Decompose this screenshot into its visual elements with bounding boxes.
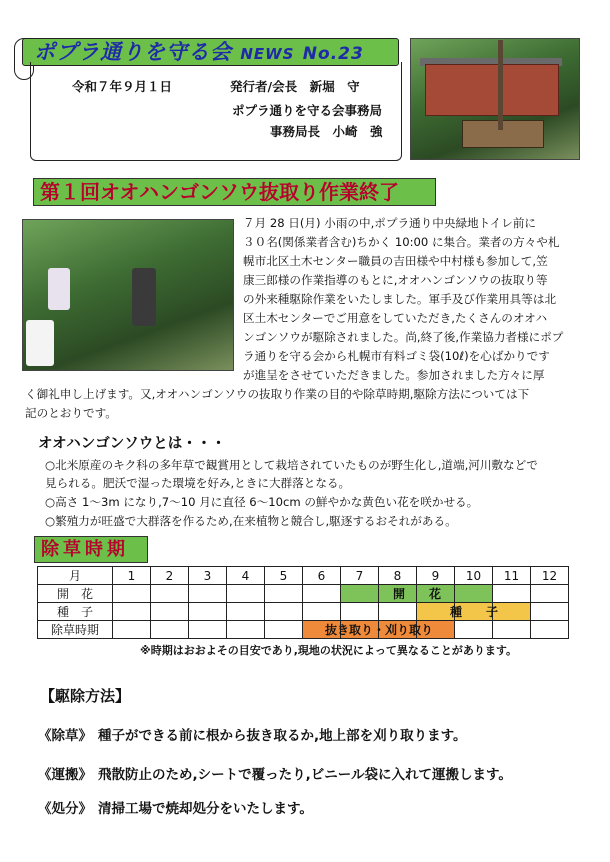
- article-line: ７月 28 日(月) 小雨の中,ポプラ通り中央緑地トイレ前に: [243, 216, 537, 230]
- worker-figure: [132, 268, 156, 326]
- worker-figure: [26, 320, 54, 366]
- article-line: 康三郎様の作業指導のもとに,オオハンゴンソウの抜取り等: [243, 273, 548, 287]
- worker-figure: [48, 268, 70, 310]
- method-label: 《運搬》: [38, 767, 92, 783]
- article-title: 第１回オオハンゴンソウ抜取り作業終了: [33, 178, 436, 206]
- newsletter-title: [34, 36, 364, 66]
- issue-date: 令和７年９月１日: [72, 79, 173, 94]
- method-label: 《処分》: [38, 801, 92, 817]
- article-line: ３０名(関係業者含む)ちかく 10:00 に集合。業者の方々や札: [243, 235, 560, 249]
- schedule-note: ※時期はおおよその目安であり,現地の状況によって異なることがあります。: [140, 644, 517, 657]
- month-cell: 2: [151, 567, 189, 585]
- month-cell: 1: [113, 567, 151, 585]
- schedule-bar-label: 抜き取り・刈り取り: [324, 623, 433, 637]
- about-line: ○繁殖力が旺盛で大群落を作るため,在来植物と競合し,駆逐するおそれがある。: [45, 514, 457, 528]
- methods-heading: 【駆除方法】: [40, 687, 131, 705]
- schedule-title: 除草時期: [34, 536, 148, 563]
- month-cell: 5: [265, 567, 303, 585]
- tree-trunk: [498, 40, 503, 130]
- schedule-month-row: [38, 567, 569, 585]
- building-wall: [425, 64, 559, 116]
- schedule-row-seed: [38, 603, 569, 621]
- article-line: く御礼申し上げます。又,オオハンゴンソウの抜取り作業の目的や除草時期,駆除方法については下: [25, 387, 530, 401]
- month-cell: 9: [417, 567, 455, 585]
- schedule-row-weeding: [38, 621, 569, 639]
- issue-number: No.23: [302, 44, 364, 64]
- method-transport: [38, 763, 512, 783]
- month-cell: 8: [379, 567, 417, 585]
- method-disposal: [38, 797, 313, 817]
- month-cell: 12: [531, 567, 569, 585]
- method-text: 種子ができる前に根から抜き取るか,地上部を刈り取ります。: [98, 728, 467, 744]
- weeding-schedule-table: [37, 566, 569, 639]
- method-weeding: [38, 724, 467, 744]
- article-line: 幌市北区土木センター職員の吉田様や中村様も参加して,笠: [243, 254, 548, 268]
- article-body: [243, 214, 588, 385]
- month-cell: 6: [303, 567, 341, 585]
- schedule-bar-label: 種 子: [449, 605, 498, 619]
- month-cell: 3: [189, 567, 227, 585]
- schedule-row-flowering: [38, 585, 569, 603]
- about-line: 見られる。肥沃で湿った環境を好み,ときに大群落となる。: [45, 476, 351, 490]
- schedule-bar-label: 開 花: [392, 587, 441, 601]
- month-cell: 4: [227, 567, 265, 585]
- month-cell: 11: [493, 567, 531, 585]
- publisher: 発行者/会長 新堀 守: [230, 79, 360, 94]
- article-body-continued: [25, 385, 595, 423]
- article-line: 記のとおりです。: [25, 406, 117, 420]
- article-line: ラ通りを守る会から札幌市有料ゴミ袋(10ℓ)を心ばかりです: [243, 349, 550, 363]
- director: 事務局長 小崎 強: [270, 124, 383, 139]
- planter-box: [462, 120, 544, 148]
- about-line: ○高さ 1～3m になり,7～10 月に直径 6～10cm の鮮やかな黄色い花を咲かせる。: [45, 495, 479, 509]
- about-line: ○北米原産のキク科の多年草で観賞用として栽培されていたものが野生化し,道端,河川敷などで: [45, 458, 538, 472]
- month-header: 月: [38, 567, 113, 585]
- article-line: ンゴンソウが駆除されました。尚,終了後,作業協力者様にポプ: [243, 330, 564, 344]
- header-frame-bottom: [30, 150, 402, 161]
- newsletter-name: ポプラ通りを守る会: [34, 40, 232, 64]
- method-text: 清掃工場で焼却処分をいたします。: [98, 801, 313, 817]
- method-text: 飛散防止のため,シートで覆ったり,ビニール袋に入れて運搬します。: [98, 767, 512, 783]
- row-label: 開 花: [38, 585, 113, 603]
- row-label: 除草時期: [38, 621, 113, 639]
- article-line: 区土木センターでご用意をしていただき,たくさんのオオハ: [243, 311, 548, 325]
- about-heading: オオハンゴンソウとは・・・: [38, 436, 226, 452]
- article-line: が進呈をさせていただきました。参加されました方々に厚: [243, 368, 545, 382]
- news-label: NEWS: [240, 45, 295, 63]
- article-line: の外来種駆除作業をいたしました。軍手及び作業用具等は北: [243, 292, 557, 306]
- row-label: 種 子: [38, 603, 113, 621]
- office: ポプラ通りを守る会事務局: [232, 103, 383, 118]
- month-cell: 7: [341, 567, 379, 585]
- method-label: 《除草》: [38, 728, 92, 744]
- month-cell: 10: [455, 567, 493, 585]
